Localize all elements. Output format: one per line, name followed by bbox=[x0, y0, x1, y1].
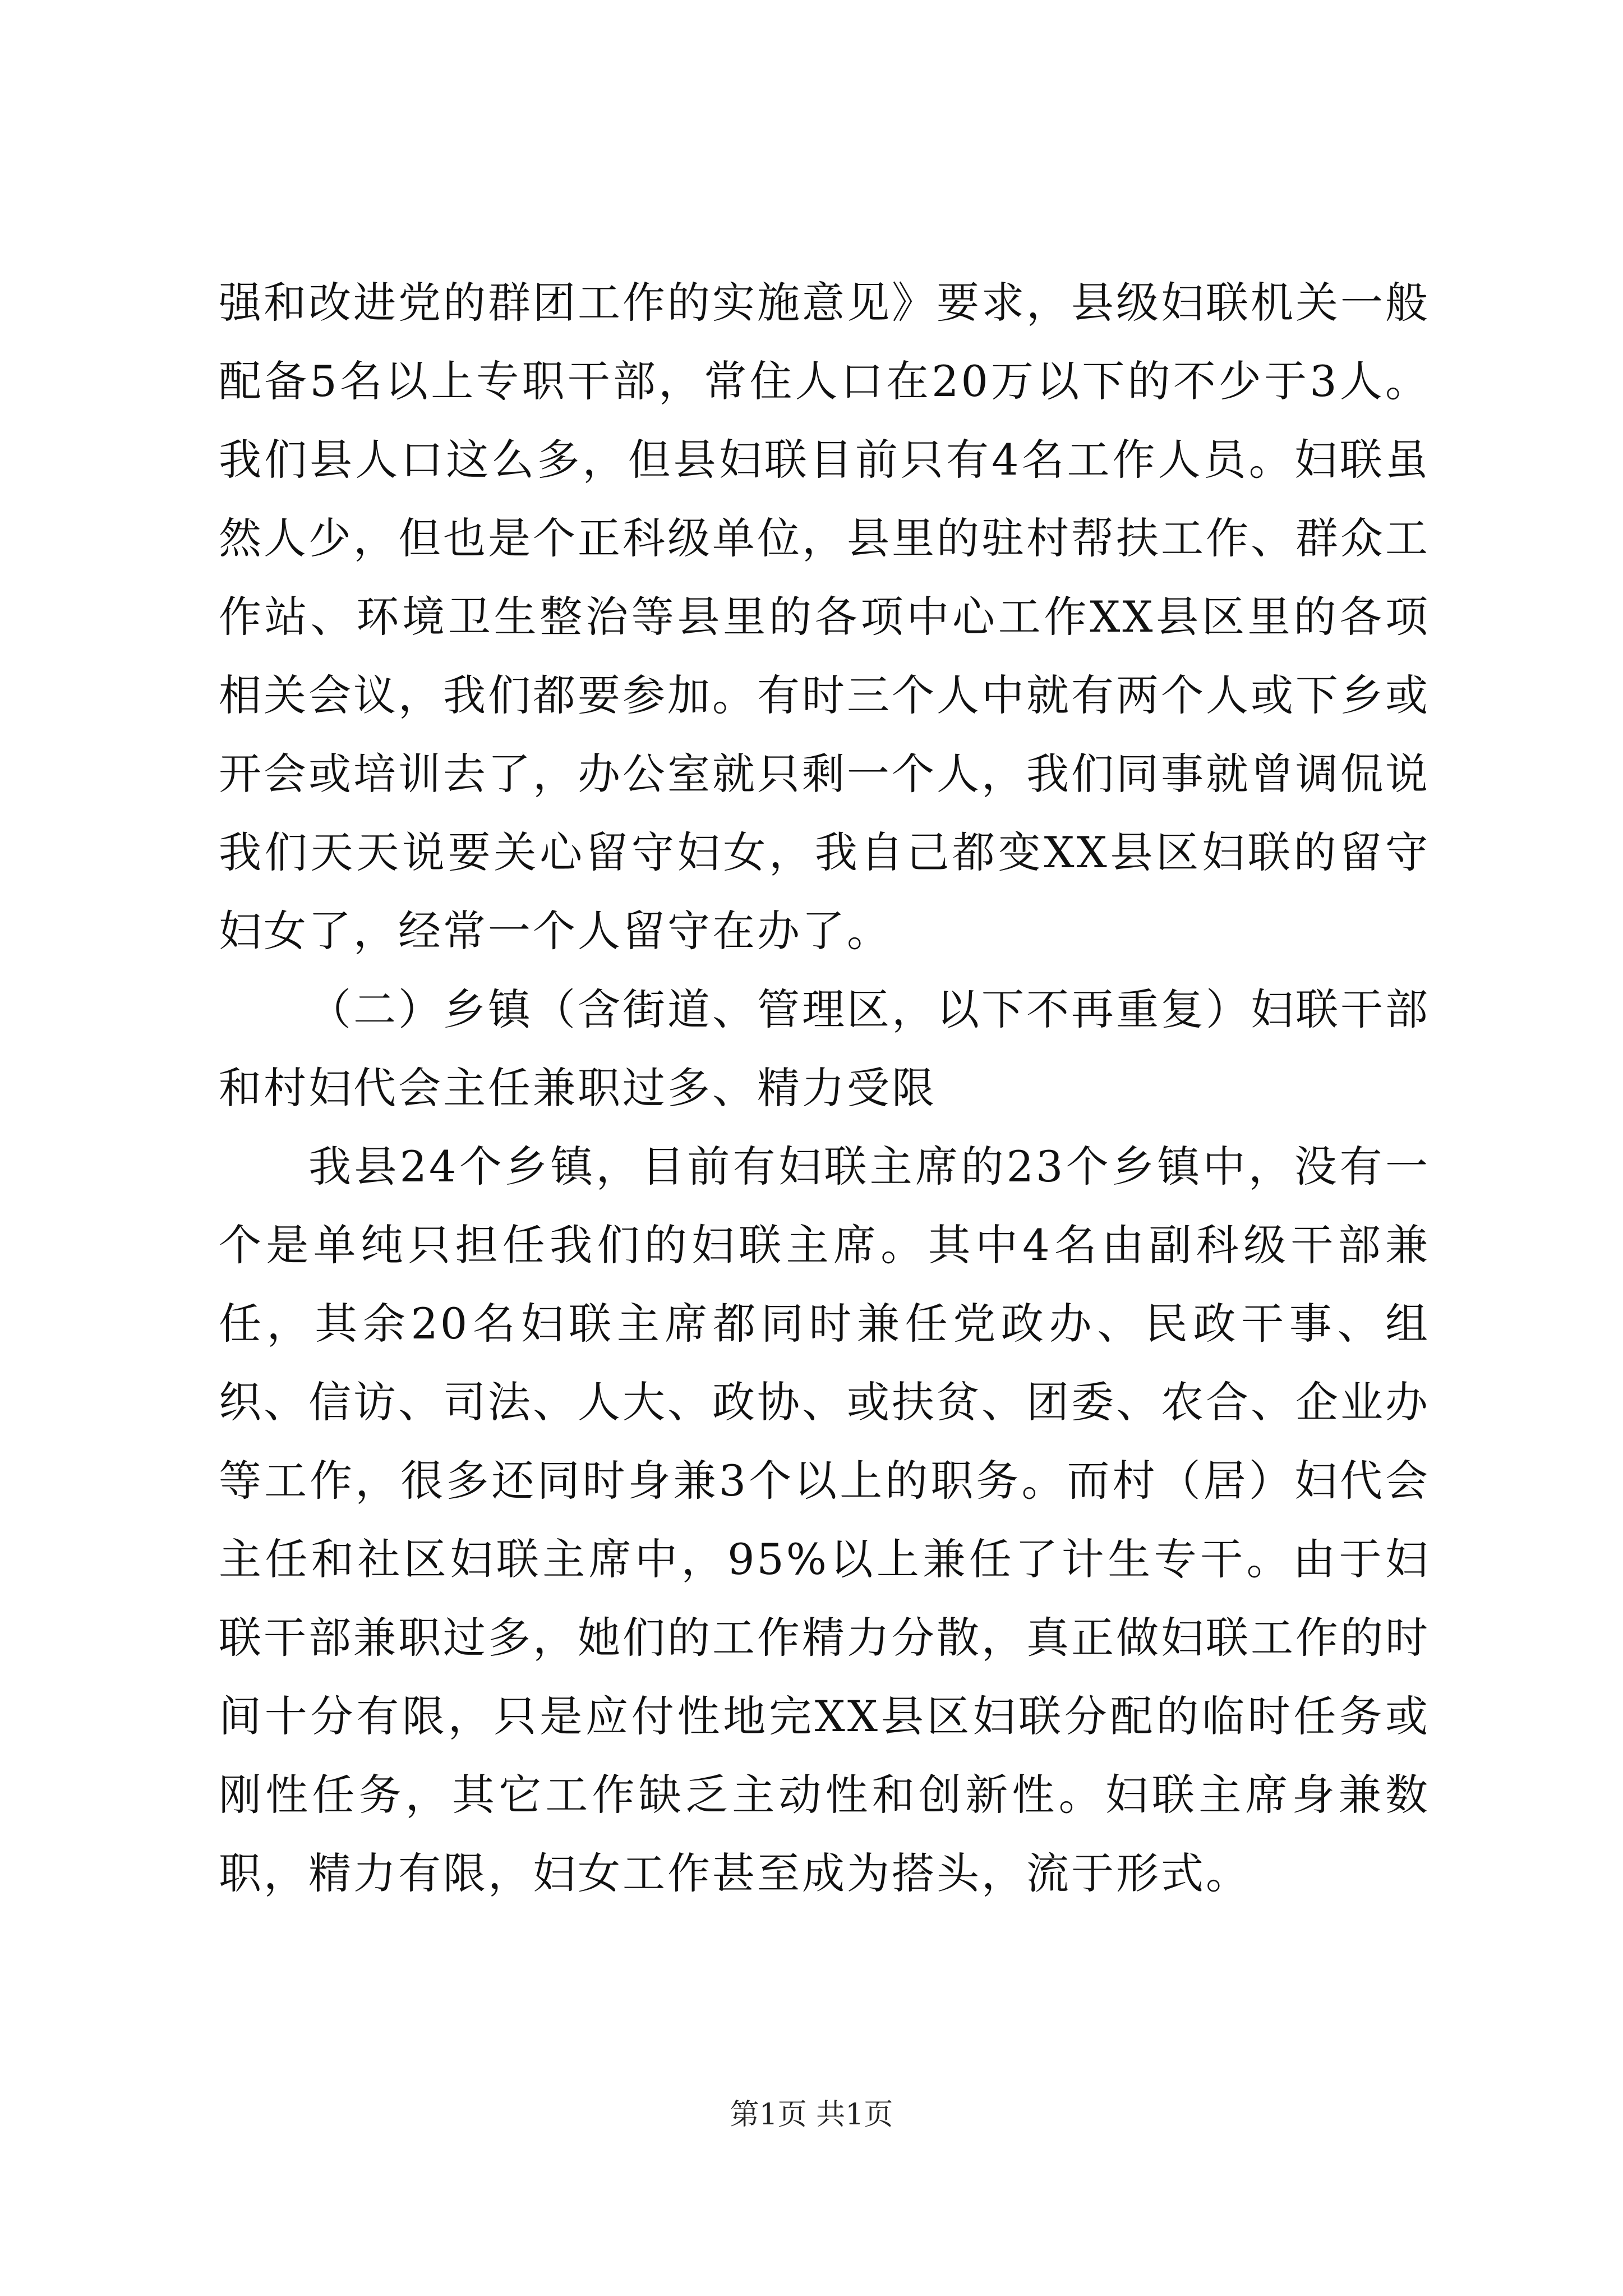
section-heading: （二）乡镇（含街道、管理区，以下不再重复）妇联干部和村妇代会主任兼职过多、精力受限 bbox=[219, 984, 1430, 1113]
paragraph-continued: 强和改进党的群团工作的实施意见》要求，县级妇联机关一般配备5名以上专职干部，常住人口在20万以下的不少于3人。我们县人口这么多，但县妇联目前只有4名工作人员。妇联虽然人少，但也是个正科级单位，县里的驻村帮扶工作、群众工作站、环境卫生整治等县里的各项中心工作XX县区里的各项相关会议，我们都要参加。有时三个人中就有两个人或下乡或开会或培训去了，办公室就只剩一个人，我们同事就曾调侃说我们天天说要关心留守妇女，我自己都变XX县区妇联的留守妇女了，经常一个人留守在办了。 bbox=[219, 278, 1430, 956]
paragraph-body: 我县24个乡镇，目前有妇联主席的23个乡镇中，没有一个是单纯只担任我们的妇联主席。其中4名由副科级干部兼任，其余20名妇联主席都同时兼任党政办、民政干事、组织、信访、司法、人大、政协、或扶贫、团委、农合、企业办等工作，很多还同时身兼3个以上的职务。而村（居）妇代会主任和社区妇联主席中，95%以上兼任了计生专干。由于妇联干部兼职过多，她们的工作精力分散，真正做妇联工作的时间十分有限，只是应付性地完XX县区妇联分配的临时任务或刚性任务，其它工作缺乏主动性和创新性。妇联主席身兼数职，精力有限，妇女工作甚至成为搭头，流于形式。 bbox=[219, 1142, 1430, 1898]
document-body bbox=[219, 264, 1430, 1913]
page-footer: 第1页 共1页 bbox=[730, 2098, 893, 2132]
